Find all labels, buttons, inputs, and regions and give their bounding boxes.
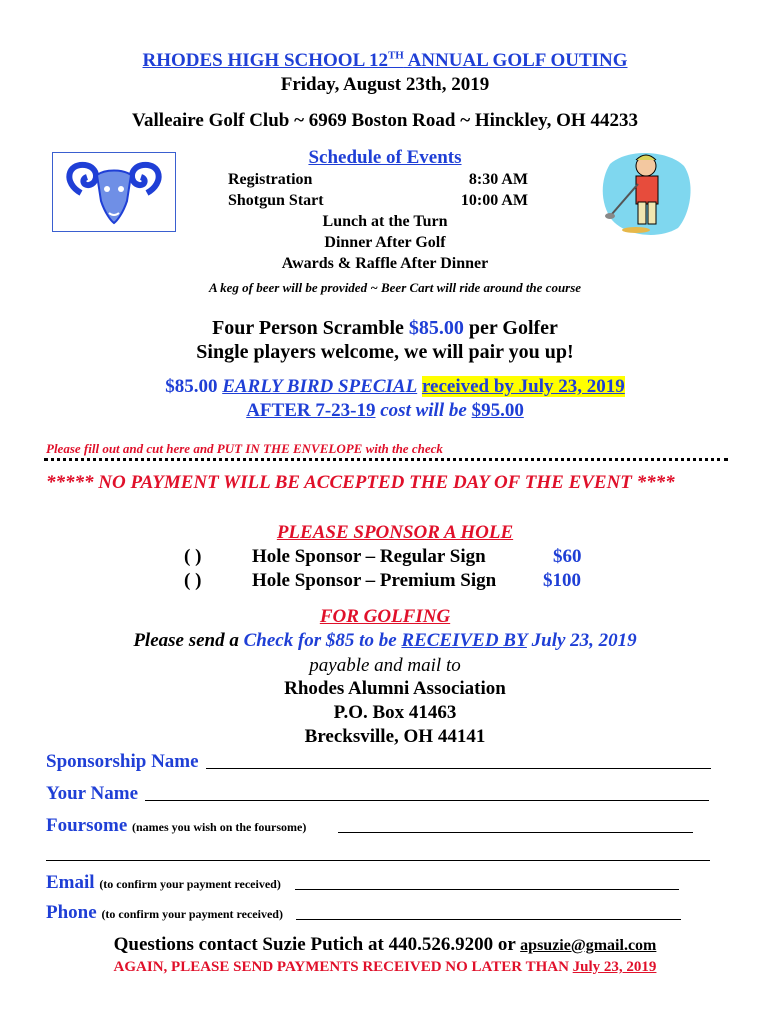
schedule-label-shotgun: Shotgun Start xyxy=(228,192,324,209)
mail-city: Brecksville, OH 44141 xyxy=(304,726,486,747)
foursome-label: Foursome (names you wish on the foursome) xyxy=(46,815,307,836)
schedule-label-registration: Registration xyxy=(228,171,313,188)
sponsor-premium-price: $100 xyxy=(543,570,581,591)
mail-box: P.O. Box 41463 xyxy=(333,702,457,723)
single-players-line: Single players welcome, we will pair you up! xyxy=(196,341,574,363)
payable-line: payable and mail to xyxy=(309,655,461,676)
contact-email-link[interactable]: apsuzie@gmail.com xyxy=(520,937,657,954)
after-date-line: AFTER 7-23-19 cost will be $95.00 xyxy=(246,400,524,421)
sponsorship-name-field[interactable] xyxy=(206,768,711,769)
phone-field[interactable] xyxy=(296,919,681,920)
your-name-field[interactable] xyxy=(145,800,709,801)
event-venue: Valleaire Golf Club ~ 6969 Boston Road ~ Hinckley, OH 44233 xyxy=(132,110,638,131)
schedule-line-lunch: Lunch at the Turn xyxy=(322,213,448,230)
schedule-line-dinner: Dinner After Golf xyxy=(324,234,446,251)
sponsor-heading: PLEASE SPONSOR A HOLE xyxy=(276,522,514,543)
questions-line: Questions contact Suzie Putich at 440.526.9200 or apsuzie@gmail.com xyxy=(113,934,657,955)
foursome-field[interactable] xyxy=(338,832,693,833)
schedule-time-registration: 8:30 AM xyxy=(468,171,528,188)
sponsor-regular-label: Hole Sponsor – Regular Sign xyxy=(252,546,486,567)
mail-org: Rhodes Alumni Association xyxy=(284,678,506,699)
early-bird-line: $85.00 EARLY BIRD SPECIAL received by July 23, 2019 xyxy=(165,376,625,397)
foursome-field-extra[interactable] xyxy=(46,860,710,861)
phone-label: Phone (to confirm your payment received) xyxy=(46,902,283,923)
again-notice: AGAIN, PLEASE SEND PAYMENTS RECEIVED NO LATER THAN July 23, 2019 xyxy=(113,959,657,975)
schedule-time-shotgun: 10:00 AM xyxy=(460,192,528,209)
email-field[interactable] xyxy=(295,889,679,890)
check-instructions: Please send a Check for $85 to be RECEIVED BY July 23, 2019 xyxy=(133,630,637,651)
sponsor-premium-checkbox[interactable]: ( ) xyxy=(184,570,202,591)
cut-notice: Please fill out and cut here and PUT IN THE ENVELOPE with the check xyxy=(46,441,443,456)
cut-line xyxy=(44,458,728,461)
sponsor-premium-label: Hole Sponsor – Premium Sign xyxy=(252,570,497,591)
schedule-line-awards: Awards & Raffle After Dinner xyxy=(281,255,489,272)
schedule-heading: Schedule of Events xyxy=(308,147,462,168)
event-date: Friday, August 23th, 2019 xyxy=(280,74,490,95)
email-label: Email (to confirm your payment received) xyxy=(46,872,281,893)
beer-note: A keg of beer will be provided ~ Beer Cart will ride around the course xyxy=(208,280,582,295)
scramble-price-line: Four Person Scramble $85.00 per Golfer xyxy=(212,317,558,339)
sponsorship-name-label: Sponsorship Name xyxy=(46,751,199,772)
your-name-label: Your Name xyxy=(46,783,139,804)
sponsor-regular-price: $60 xyxy=(553,546,582,567)
no-payment-notice: ***** NO PAYMENT WILL BE ACCEPTED THE DAY OF THE EVENT **** xyxy=(46,472,675,493)
sponsor-regular-checkbox[interactable]: ( ) xyxy=(184,546,202,567)
golfing-heading: FOR GOLFING xyxy=(319,606,451,627)
event-title: RHODES HIGH SCHOOL 12TH ANNUAL GOLF OUTING xyxy=(142,50,628,72)
